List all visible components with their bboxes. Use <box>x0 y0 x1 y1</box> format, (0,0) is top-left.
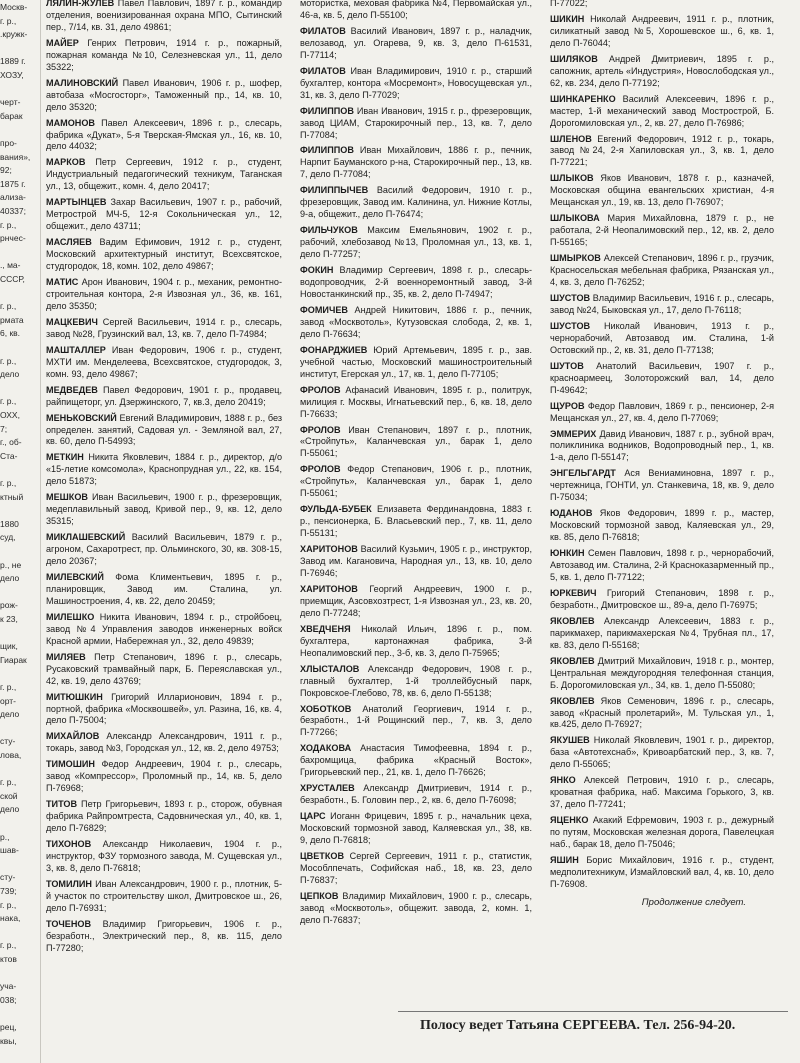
margin-fragment: 038; <box>0 994 17 1005</box>
person-name: ФИЛАТОВ <box>300 65 346 76</box>
list-entry <box>46 839 282 875</box>
person-name: ЯНКО <box>550 775 576 786</box>
list-entry <box>550 54 774 90</box>
person-name: ЯЦЕНКО <box>550 815 589 826</box>
list-entry <box>300 106 532 142</box>
entry-details: Борис Михайлович, 1916 г. р., студент, медполитехникум, Измайловский вал, 4, кв. 10, дело П-76908. <box>550 855 775 889</box>
list-entry <box>300 425 532 461</box>
person-name: ХРУСТАЛЕВ <box>300 783 355 794</box>
margin-fragment: Ста- <box>0 450 18 461</box>
entry-details: Анастасия Тимофеевна, 1894 г. р., бахромщица, фабрика «Красный Восток», Григорьевский пер., 21, кв. 1, дело П-76626; <box>300 743 532 778</box>
list-entry <box>550 0 774 10</box>
person-name: ХОБОТКОВ <box>300 703 352 714</box>
margin-fragment: ской <box>0 790 18 801</box>
entry-details: Николай Ильич, 1896 г. р., пом. бухгалтера, картонажная фабрика, 3-й Неопалимовский пер., 3-б, кв. 3, дело П-75965; <box>300 623 532 658</box>
list-entry <box>550 508 774 544</box>
person-name: МИХАЙЛОВ <box>46 731 100 742</box>
margin-fragment: г. р., <box>0 899 17 910</box>
list-entry <box>550 134 774 170</box>
entry-details: Петр Степанович, 1896 г. р., слесарь, Русаковский трамвайный парк, Б. Переяславская ул., 42, кв. 19, дело 43769; <box>46 651 282 686</box>
list-entry <box>550 429 774 465</box>
entry-details: П-77022; <box>550 0 588 8</box>
entry-details: Александр Алексеевич, 1883 г. р., парикмахер, парикмахерская №4, Трубная пл., 17, кв. 83, дело П-55168; <box>550 615 774 650</box>
person-name: ТОЧЕНОВ <box>46 918 92 929</box>
entry-details: Алексей Степанович, 1896 г. р., грузчик, Красносельская мебельная фабрика, Рязанская ул., 4, кв. 3, дело П-76252; <box>550 253 774 288</box>
list-entry <box>46 532 282 568</box>
column-3 <box>550 0 774 909</box>
list-entry <box>300 145 532 181</box>
person-name: ФИЛИППОВ <box>300 145 354 156</box>
entry-details: Генрих Петрович, 1914 г. р., пожарный, пожарная команда №10, Селезневская ул., 11, дело 35322; <box>46 37 282 72</box>
person-name: МИТЮШКИН <box>46 691 103 702</box>
person-name: ЮРКЕВИЧ <box>550 587 597 598</box>
person-name: ЯКОВЛЕВ <box>550 695 595 706</box>
list-entry <box>46 118 282 154</box>
entry-details: Петр Григорьевич, 1893 г. р., сторож, обувная фабрика Райпромтреста, Садовническая ул., 40, кв. 1, дело П-76829; <box>46 799 282 834</box>
entry-details: Александр Дмитриевич, 1914 г. р., безработн., Б. Головин пер., 2, кв. 6, дело П-76098; <box>300 783 532 806</box>
entry-details: Павел Иванович, 1906 г. р., шофер, автобаза «Мосгосторг», Таможенный пр., 14, кв. 10, дело 35320; <box>46 77 282 112</box>
entry-details: Иоганн Фрицевич, 1895 г. р., начальник цеха, Московский тормозной завод, Каляевская ул., 38, кв. 9, дело П-76818; <box>300 811 533 846</box>
list-entry <box>300 891 532 927</box>
person-name: ШЛЫКОВ <box>550 173 594 184</box>
person-name: ХОДАКОВА <box>300 743 352 754</box>
margin-fragment: г. р., <box>0 940 17 951</box>
list-entry <box>550 775 774 811</box>
person-name: ЯКОВЛЕВ <box>550 615 595 626</box>
entry-details: Василий Иванович, 1897 г. р., наладчик, велозавод, ул. Огарева, 9, кв. 3, дело П-61531, П-77114; <box>300 25 532 60</box>
entry-details: Максим Емельянович, 1902 г. р., рабочий, хлебозавод №13, Проломная ул., 13, кв. 1, дело П-77257; <box>300 225 533 260</box>
entry-details: Павел Федорович, 1901 г. р., продавец, райпищеторг, ул. Дзержинского, 7, кв.3, дело 20419; <box>46 384 282 407</box>
person-name: ФРОЛОВ <box>300 464 341 475</box>
person-name: МАЙЕР <box>46 37 79 48</box>
entry-details: Василий Васильевич, 1879 г. р., агроном, Сахаротрест, пр. Ольминского, 30, кв. 308-15, дело 20367; <box>46 532 283 567</box>
list-entry <box>46 799 282 835</box>
list-entry <box>46 413 282 449</box>
person-name: ФИЛИППОВ <box>300 105 354 116</box>
list-entry <box>550 588 774 612</box>
person-name: ФРОЛОВ <box>300 424 341 435</box>
entry-details: Андрей Никитович, 1886 г. р., печник, завод «Москвотоль», Кутузовская слобода, 2, кв. 1, дело П-76634; <box>300 304 532 339</box>
list-entry <box>300 851 532 887</box>
list-entry <box>550 548 774 584</box>
entry-details: Иван Федорович, 1906 г. р., студент, МХТИ им. Менделеева, Всехсвятское, студгородок, 3, комн. 93, дело 49867; <box>46 344 282 379</box>
list-entry <box>550 213 774 249</box>
margin-fragment: г. р., <box>0 682 17 692</box>
list-entry <box>550 401 774 425</box>
person-name: ФИЛЬЧУКОВ <box>300 225 358 236</box>
entry-details: Иван Михайлович, 1886 г. р., печник, Нарпит Бауманского р-на, Старокирочный пер., 13, кв. 7, дело П-77084; <box>300 145 533 180</box>
list-entry <box>300 584 532 620</box>
margin-fragment: Москв- <box>0 2 28 12</box>
entry-details: Павел Алексеевич, 1896 г. р., слесарь, фабрика «Дукат», 5-я Тверская-Ямская ул., 16, кв. 10, дело 44032; <box>46 117 282 152</box>
margin-fragment: г. р., <box>0 777 17 788</box>
person-name: ШЛЫКОВА <box>550 213 600 224</box>
person-name: ХЛЫСТАЛОВ <box>300 663 360 674</box>
list-entry <box>300 704 532 740</box>
person-name: ХАРИТОНОВ <box>300 544 358 555</box>
margin-fragment: ализа- <box>0 192 26 203</box>
list-entry <box>300 185 532 221</box>
entry-details: Александр Федорович, 1908 г. р., главный бухгалтер, 1-й троллейбусный парк, Покровское-Глебово, 78, кв. 6, дело П-55138; <box>300 663 532 698</box>
entry-details: Григорий Степанович, 1898 г. р., безработн., Дмитровское ш., 89-а, дело П-76975; <box>550 587 775 610</box>
person-name: МАРТЫНЦЕВ <box>46 197 107 208</box>
entry-details: Владимир Михайлович, 1900 г. р., слесарь, завод «Москвотоль», общежит. завода, 2, комн. 1, дело П-76837; <box>300 890 533 925</box>
list-entry <box>300 544 532 580</box>
person-name: ЩУРОВ <box>550 400 585 411</box>
list-entry <box>46 879 282 915</box>
list-entry <box>300 385 532 421</box>
person-name: ЭММЕРИХ <box>550 428 597 439</box>
entry-details: Георгий Андреевич, 1900 г. р., приемщик, Азсовхозтрест, 1-я Извозная ул., 23, кв. 20, дело П-77248; <box>300 583 533 618</box>
margin-fragment: орт- <box>0 695 16 706</box>
entry-details: Сергей Васильевич, 1914 г. р., слесарь, завод №28, Грузинский вал, 13, кв. 7, дело П-74984; <box>46 316 282 339</box>
margin-fragment: ., ма- <box>0 260 21 271</box>
entry-details: Яков Федорович, 1899 г. р., мастер, Московский тормозной завод, Каляевская ул., 29, кв. 85, дело П-76818; <box>550 508 775 543</box>
list-entry <box>300 743 532 779</box>
person-name: МАРКОВ <box>46 157 86 168</box>
list-entry <box>300 783 532 807</box>
list-entry <box>550 293 774 317</box>
entry-details: Иван Васильевич, 1900 г. р., фрезеровщик, медеплавильный завод, Кривой пер., 9, кв. 12, дело 35315; <box>46 492 282 527</box>
list-entry <box>46 652 282 688</box>
person-name: ШМЫРКОВ <box>550 253 601 264</box>
margin-fragment: рож- <box>0 600 18 611</box>
person-name: ЯКУШЕВ <box>550 735 590 746</box>
continuation-note: Продолжение следует. <box>641 896 746 908</box>
margin-fragment: г. р., <box>0 355 17 366</box>
list-entry <box>46 612 282 648</box>
entry-details: Юрий Артемьевич, 1895 г. р., зав. учебной частью, Московский машиностроительный институт, Егерская ул., 17, кв. 1, дело П-77105; <box>300 344 532 379</box>
person-name: ФИЛАТОВ <box>300 25 346 36</box>
margin-fragment: рнчес- <box>0 233 26 244</box>
entry-details: Федор Андреевич, 1904 г. р., слесарь, завод «Компрессор», Проломный пр., 14, кв. 5, дело П-76968; <box>46 759 282 794</box>
margin-fragment: дело <box>0 709 20 720</box>
entry-details: Григорий Илларионович, 1894 г. р., портной, фабрика «Москвошвей», ул. Разина, 16, кв. 4, дело П-75004; <box>46 691 282 726</box>
person-name: ШУСТОВ <box>550 320 591 331</box>
person-name: ШУТОВ <box>550 360 584 371</box>
entry-details: Евгений Федорович, 1912 г. р., токарь, завод №24, 2-я Хапиловская ул., 3, кв. 1, дело П-77221; <box>550 133 775 168</box>
margin-fragment: барак <box>0 110 23 121</box>
list-entry <box>300 624 532 660</box>
person-name: МЕНЬКОВСКИЙ <box>46 412 117 423</box>
person-name: ЯШИН <box>550 855 579 865</box>
margin-fragment: черт- <box>0 97 21 108</box>
margin-fragment: сту- <box>0 872 16 883</box>
entry-details: Петр Сергеевич, 1912 г. р., студент, Индустриальный педагогический техникум, Таганская ул., 13, общежит., комн. 4, дело 20417; <box>46 157 282 192</box>
person-name: ТИТОВ <box>46 799 78 810</box>
person-name: ЛЯЛИН-ЖУЛЕВ <box>46 0 115 8</box>
margin-fragment: г. р., <box>0 396 17 407</box>
list-entry <box>550 173 774 209</box>
entry-details: Андрей Дмитриевич, 1895 г. р., сапожник, артель «Индустрия», Новослободская ул., 62, кв. 234, дело П-77192; <box>550 53 774 88</box>
person-name: ЦЕПКОВ <box>300 890 339 901</box>
credit-rule <box>398 1011 788 1012</box>
list-entry <box>46 452 282 488</box>
entry-details: Николай Иванович, 1913 г. р., чернорабочий, Автозавод им. Сталина, 1-й Остовский пр., 2, кв. 31, дело П-77138; <box>550 320 774 355</box>
list-entry <box>300 811 532 847</box>
list-entry <box>300 464 532 500</box>
person-name: МЕДВЕДЕВ <box>46 384 98 395</box>
entry-details: Павел Павлович, 1897 г. р., командир отделения, военизированная охрана МПО, Сытинский пер., 7/14, кв. 31, дело 49861; <box>46 0 282 32</box>
entry-details: Иван Александрович, 1900 г. р., плотник, 5-й участок по строительству школ, Дмитровское ш., 26, дело П-76931; <box>46 878 283 913</box>
margin-fragment: 40337; <box>0 206 26 216</box>
list-entry <box>550 14 774 50</box>
entry-details: Ася Вениаминовна, 1897 г. р., чертежница, ГОНТИ, ул. Станкевича, 18, кв. 9, дело П-75034; <box>550 468 774 503</box>
person-name: ХАРИТОНОВ <box>300 583 358 594</box>
list-entry <box>46 572 282 608</box>
person-name: ФОМИЧЕВ <box>300 304 348 315</box>
entry-details: Яков Семенович, 1896 г. р., слесарь, завод «Красный пролетарий», М. Тульская ул., 1, кв.425, дело П-76927; <box>550 695 774 730</box>
entry-details: Василий Алексеевич, 1896 г. р., мастер, 1-й механический завод Мострострой, Б. Дорогомиловская ул., 2, кв. 27, дело П-76986; <box>550 93 774 128</box>
margin-fragment: сту- <box>0 736 16 747</box>
list-entry <box>550 361 774 397</box>
margin-fragment: щик, <box>0 641 18 652</box>
margin-fragment: Гиарак <box>0 654 27 665</box>
list-entry <box>46 731 282 755</box>
list-entry <box>46 692 282 728</box>
person-name: МЕТКИН <box>46 452 84 463</box>
list-entry <box>550 735 774 771</box>
list-entry <box>550 855 774 891</box>
list-entry <box>300 265 532 301</box>
entry-details: Сергей Сергеевич, 1911 г. р., статистик, Мособлпечать, Софийская наб., 18, кв. 23, дело П-76837; <box>300 851 532 885</box>
person-name: ФРОЛОВ <box>300 384 341 395</box>
entry-details: Семен Павлович, 1898 г. р., чернорабочий, Автозавод им. Сталина, 2-й Красноказарменный пр., 5, кв. 1, дело П-77122; <box>550 548 774 582</box>
entry-details: Никита Яковлевич, 1884 г. р., директор, д/о «15-летие комсомола», Краснопрудная ул., 22, кв. 154, дело 51873; <box>46 452 283 487</box>
entry-details: Акакий Ефремович, 1903 г. р., дежурный по путям, Московская железная дорога, Павелецкая наб., барак 18, дело П-75046; <box>550 815 774 850</box>
entry-details: Владимир Сергеевич, 1898 г. р., слесарь-водопроводчик, 2-й военноремонтный завод, 3-й Новостанкинский пр., 35, кв. 2, дело П-74947; <box>300 265 532 299</box>
margin-fragment: ХОЗУ, <box>0 70 24 80</box>
entry-details: Давид Иванович, 1887 г. р., зубной врач, поликлиника водников, Водопроводный пер., 1, кв. 1-а, дело П-55147; <box>550 428 775 463</box>
margin-fragment: 92; <box>0 165 12 176</box>
margin-fragment: рец, <box>0 1022 17 1032</box>
person-name: ТОМИЛИН <box>46 878 92 889</box>
list-entry <box>46 759 282 795</box>
margin-fragment: про- <box>0 138 17 148</box>
person-name: ЯКОВЛЕВ <box>550 655 595 666</box>
list-entry <box>46 0 282 34</box>
margin-fragment: г. р., <box>0 478 17 488</box>
entry-details: Яков Иванович, 1878 г. р., казначей, Московская община евангельских христиан, 4-я Мещанская ул., 19, кв. 13, дело П-76907; <box>550 173 775 208</box>
margin-fragment: ОХХ, <box>0 410 20 420</box>
entry-details: Иван Владимирович, 1910 г. р., старший бухгалтер, контора «Мосремонт», Новосущевская ул., 31, кв. 3, дело П-77029; <box>300 65 532 100</box>
list-entry <box>46 492 282 528</box>
list-entry <box>300 664 532 700</box>
entry-details: Владимир Васильевич, 1916 г. р., слесарь, завод №24, Быковская ул., 17, дело П-76118; <box>550 292 774 315</box>
person-name: ТИХОНОВ <box>46 839 92 850</box>
person-name: ФУЛЬДА-БУБЕК <box>300 504 372 515</box>
list-entry <box>550 321 774 357</box>
entry-details: мотористка, меховая фабрика №4, Первомайская ул., 46-а, кв. 5, дело П-55100; <box>300 0 532 20</box>
entry-details: Алексей Петрович, 1910 г. р., слесарь, кроватная фабрика, наб. Максима Горького, 3, кв. 37, дело П-77241; <box>550 775 775 810</box>
entry-details: Николай Яковлевич, 1901 г. р., директор, база «Автотехснаб», Кривоарбатский пер., 3, кв. 7, дело П-55065; <box>550 735 774 770</box>
margin-fragment: г. р., <box>0 219 17 230</box>
person-name: МАЛИНОВСКИЙ <box>46 77 119 88</box>
list-entry <box>46 385 282 409</box>
margin-fragment: СССР, <box>0 274 25 284</box>
entry-details: Александр Николаевич, 1904 г. р., инструктор, ФЗУ тормозного завода, М. Сущевская ул., 3, кв. 8, дело П-76818; <box>46 839 282 873</box>
margin-fragment: вания», <box>0 151 31 162</box>
list-entry <box>46 157 282 193</box>
person-name: ЭНГЕЛЬГАРДТ <box>550 468 616 479</box>
entry-details: Дмитрий Михайлович, 1918 г. р., монтер, Центральная междугородняя телефонная станция, Б. Дорогомиловская ул., 34, кв. 1, дело П-55080; <box>550 655 774 690</box>
person-name: ШУСТОВ <box>550 292 591 303</box>
entry-details: Александр Александрович, 1911 г. р., токарь, завод №3, Городская ул., 12, кв. 2, дело 49753; <box>46 731 282 754</box>
entry-details: Захар Васильевич, 1907 г. р., рабочий, Метрострой МЧ-5, 12-я Сокольническая ул., 12, общежит., дело 43711; <box>46 197 282 232</box>
margin-fragment: ктный <box>0 491 24 502</box>
column-2 <box>300 0 532 931</box>
entry-details: Вадим Ефимович, 1912 г. р., студент, Московский архитектурный институт, Всехсвятское, студгородок, 18, комн. 102, дело 49867; <box>46 237 282 272</box>
margin-fragment: г. р., <box>0 301 17 312</box>
entry-details: Афанасий Иванович, 1895 г. р., политрук, милиция г. Москвы, Игнатьевский пер., 6, кв. 18, дело П-76633; <box>300 384 532 419</box>
person-name: ФОКИН <box>300 265 334 276</box>
list-entry <box>46 78 282 114</box>
person-name: МАЦКЕВИЧ <box>46 316 98 327</box>
list-entry <box>300 225 532 261</box>
margin-fragment: нака, <box>0 913 21 924</box>
entry-details: Николай Андреевич, 1911 г. р., плотник, силикатный завод №5, Хорошевское ш., 6, кв. 1, дело П-76044; <box>550 13 775 48</box>
margin-fragment: рмата <box>0 314 24 325</box>
person-name: ЮНКИН <box>550 548 585 559</box>
person-name: МИЛЕШКО <box>46 611 95 622</box>
entry-details: Никита Иванович, 1894 г. р., стройбоец, завод №4 Управления заводов инженерных войск Красной армии, Набережная ул., 32, дело 49839; <box>46 611 282 646</box>
list-entry <box>46 317 282 341</box>
entry-details: Евгений Владимирович, 1888 г. р., без определен. занятий, Садовая ул. - Земляной вал, 27, кв. 60, дело П-54993; <box>46 412 283 447</box>
list-entry <box>550 815 774 851</box>
margin-fragment: суд, <box>0 532 16 543</box>
margin-fragment: р., не <box>0 559 22 570</box>
margin-fragment: г. р., <box>0 15 17 26</box>
entry-details: Анатолий Георгиевич, 1914 г. р., безработн., 1-й Рощинский пер., 7, кв. 3, дело П-77266; <box>300 703 532 738</box>
person-name: ЮДАНОВ <box>550 508 593 519</box>
entry-details: Иван Иванович, 1915 г. р., фрезеровщик, завод ЦИАМ, Старокирочный пер., 13, кв. 7, дело П-77084; <box>300 105 532 140</box>
person-name: ФИЛИППЫЧЕВ <box>300 185 369 196</box>
margin-fragment: г., об- <box>0 437 22 448</box>
list-entry <box>46 277 282 313</box>
margin-fragment: 739; <box>0 886 17 896</box>
margin-fragment: 1889 г. <box>0 56 26 67</box>
list-entry <box>550 94 774 130</box>
margin-fragment: 6, кв. <box>0 328 21 339</box>
margin-fragment: 1875 г. <box>0 178 26 189</box>
person-name: ШИКИН <box>550 13 585 24</box>
margin-fragment: к 23, <box>0 614 18 624</box>
person-name: МИЛЯЕВ <box>46 651 86 662</box>
entry-details: Василий Федорович, 1910 г. р., фрезеровщик, Завод им. Калинина, ул. Нижние Котлы, 9-а, общежит., дело П-76474; <box>300 185 533 220</box>
list-entry <box>550 696 774 732</box>
person-name: ШЛЕНОВ <box>550 133 592 144</box>
person-name: ШИНКАРЕНКО <box>550 93 616 104</box>
person-name: ТИМОШИН <box>46 759 95 770</box>
person-name: ФОНАРДЖИЕВ <box>300 344 368 355</box>
list-entry <box>300 0 532 22</box>
person-name: ЦВЕТКОВ <box>300 851 345 861</box>
person-name: МЕШКОВ <box>46 492 88 503</box>
list-entry <box>300 305 532 341</box>
list-entry <box>46 919 282 955</box>
entry-details: Василий Кузьмич, 1905 г. р., инструктор, Завод им. Кагановича, Народная ул., 13, кв. 10, дело П-76946; <box>300 544 533 578</box>
entry-details: Арон Иванович, 1904 г. р., механик, ремонтно-строительная контора, 2-я Извозная ул., 36, кв. 161, дело 35350; <box>46 277 282 311</box>
margin-fragment: дело <box>0 804 20 815</box>
person-name: ХВЕДЧЕНЯ <box>300 623 351 634</box>
margin-fragment: 1880 <box>0 518 19 529</box>
entry-details: Федор Павлович, 1869 г. р., пенсионер, 2-я Мещанская ул., 27, кв. 4, дело П-77069; <box>550 400 774 423</box>
person-name: МАСЛЯЕВ <box>46 237 92 248</box>
entry-details: Фома Климентьевич, 1895 г. р., планировщик, Завод им. Сталина, ул. Машиностроения, 4, кв. 22, дело 20459; <box>46 571 282 606</box>
list-entry <box>46 345 282 381</box>
person-name: ЦАРС <box>300 811 326 822</box>
list-entry <box>550 253 774 289</box>
list-entry <box>300 26 532 62</box>
margin-fragment: лова, <box>0 750 22 760</box>
margin-fragment: ктов <box>0 954 17 964</box>
person-name: МАШТАЛЛЕР <box>46 344 106 355</box>
list-entry <box>46 237 282 273</box>
entry-details: Анатолий Васильевич, 1907 г. р., красноармеец, Золоторожский вал, 14, дело П-49642; <box>550 360 774 395</box>
person-name: МИЛЕВСКИЙ <box>46 571 104 582</box>
margin-fragment: р., <box>0 831 10 842</box>
list-entry <box>550 468 774 504</box>
entry-details: Иван Степанович, 1897 г. р., плотник, «Стройпуть», Каланчевская ул., барак 1, дело П-55061; <box>300 424 532 459</box>
column-1 <box>46 0 282 959</box>
list-entry <box>550 656 774 692</box>
list-entry <box>300 504 532 540</box>
margin-fragment: дело <box>0 369 20 380</box>
margin-fragment: квы, <box>0 1035 17 1046</box>
margin-fragment: шав- <box>0 845 19 856</box>
entry-details: Елизавета Фердинандовна, 1883 г. р., пенсионерка, Б. Власьевский пер., 7, кв. 11, дело П-55131; <box>300 504 532 539</box>
entry-details: Владимир Григорьевич, 1906 г. р., безработн., Электрический пер., 8, кв. 115, дело П-77280; <box>46 918 282 953</box>
list-entry <box>46 197 282 233</box>
margin-fragment: 7; <box>0 423 8 434</box>
margin-fragment: дело <box>0 573 20 584</box>
entry-details: Мария Михайловна, 1879 г. р., не работала, 2-й Неопалимовский пер., 12, кв. 2, дело П-55165; <box>550 213 774 248</box>
person-name: МИКЛАШЕВСКИЙ <box>46 532 126 543</box>
left-margin-column-fragment <box>0 0 41 1063</box>
margin-fragment: .кружк- <box>0 29 28 40</box>
person-name: МАТИС <box>46 277 79 288</box>
page-credit: Полосу ведет Татьяна СЕРГЕЕВА. Тел. 256-94-20. <box>420 1018 736 1033</box>
entry-details: Федор Степанович, 1906 г. р., плотник, «Стройпуть», Каланчевская ул., барак 1, дело П-55061; <box>300 464 532 499</box>
person-name: ШИЛЯКОВ <box>550 53 598 64</box>
list-entry <box>300 66 532 102</box>
list-entry <box>300 345 532 381</box>
margin-fragment: уча- <box>0 981 17 992</box>
list-entry <box>46 38 282 74</box>
list-entry <box>550 616 774 652</box>
person-name: МАМОНОВ <box>46 117 95 128</box>
